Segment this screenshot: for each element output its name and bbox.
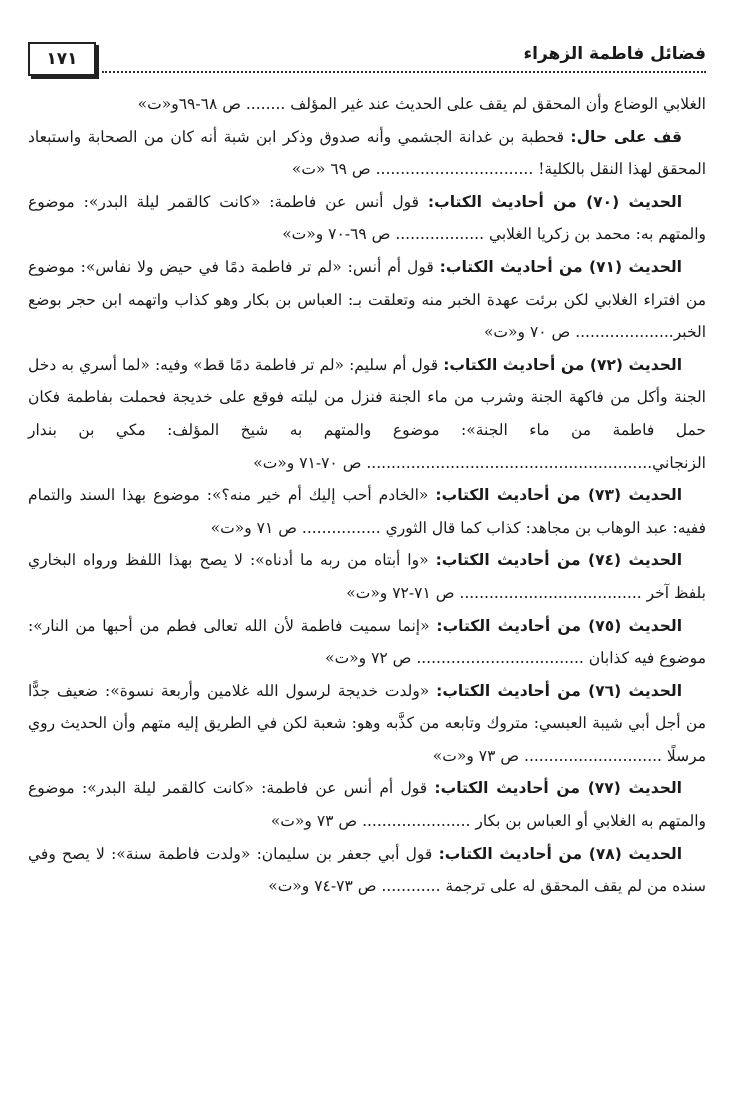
entry-3: [28, 251, 706, 349]
entry-text: «الخادم أحب إليك أم خير منه؟»: موضوع بهذا السند والتمام ففيه: عبد الوهاب بن مجاهد: كذاب كما قال الثوري ................: [28, 486, 706, 537]
entry-text: الغلابي الوضاع وأن المحقق لم يقف على الحديث عند غير المؤلف ........: [240, 95, 706, 113]
entry-text: قول أم سليم: «لم تر فاطمة دمًا قط» وفيه: «لما أسري به دخل الجنة وأكل من فاكهة الجنة وشرب من ماء الجنة فنزل من ليلته فوقع على خديجة فحملت بفاطمة فكان حمل فاطمة من ماء الجنة»: موضوع والمتهم به شيخ المؤلف: مكي بن بندار الزنجاني..........................................................: [28, 355, 706, 472]
page-number: ١٧١: [28, 42, 96, 76]
entry-label: الحديث (٧٥) من أحاديث الكتاب:: [436, 616, 683, 635]
entry-label: الحديث (٧٦) من أحاديث الكتاب:: [436, 681, 683, 700]
entry-10: [28, 838, 706, 903]
header-dotted-rule: [102, 71, 706, 73]
entry-ref: ص ٧٣ و«ت»: [432, 746, 520, 765]
entry-2: [28, 186, 706, 251]
entry-label: الحديث (٧٠) من أحاديث الكتاب:: [427, 192, 683, 211]
entry-ref: ص ٦٩-٧٠ و«ت»: [282, 225, 391, 244]
entry-text: «وا أبتاه من ربه ما أدناه»: لا يصح بهذا اللفظ ورواه البخاري بلفظ آخر .....................................: [28, 551, 706, 602]
entry-ref: ص ٦٩ «ت»: [291, 160, 371, 179]
entry-ref: ص ٧١ و«ت»: [210, 518, 297, 537]
entry-ref: ص ٦٨-٦٩و«ت»: [137, 95, 241, 113]
entry-4: [28, 349, 706, 479]
entry-ref: ص ٧٣-٧٤ و«ت»: [268, 877, 377, 896]
entry-text: قول أم أنس: «لم تر فاطمة دمًا في حيض ولا نفاس»: موضوع من افتراء الغلابي لكن برئت عهدة الخبر منه وتعلقت بـ: العباس بن بكار وهو كذاب واتهمه ابن حجر بوضع الخبر....................: [28, 257, 706, 342]
entry-0: [28, 88, 706, 121]
entry-9: [28, 772, 706, 837]
entry-ref: ص ٧٠-٧١ و«ت»: [253, 453, 362, 472]
entry-7: [28, 610, 706, 675]
entry-ref: ص ٧١-٧٢ و«ت»: [346, 583, 455, 602]
page-body: [28, 88, 706, 903]
entry-8: [28, 675, 706, 773]
entry-text: قحطبة بن غدانة الجشمي وأنه صدوق وذكر ابن شبة أنه كان من الصحابة واستبعاد المحقق لهذا النقل بالكلية! ................................: [28, 127, 706, 179]
entry-label: الحديث (٧٣) من أحاديث الكتاب:: [435, 486, 683, 505]
entry-ref: ص ٧٠ و«ت»: [483, 323, 571, 342]
entry-1: [28, 121, 706, 186]
entry-text: «إنما سميت فاطمة لأن الله تعالى فطم من أحبها من النار»: موضوع فيه كذابان ..................................: [28, 616, 706, 668]
entry-text: «ولدت خديجة لرسول الله غلامين وأربعة نسوة»: ضعيف جدًّا من أجل أبي شيبة العبسي: متروك وتابعه من كذَّبه وهو: شعبة لكن في الطريق إليه متهم وأن الحديث روي مرسلًا ............................: [28, 681, 706, 765]
entry-6: [28, 544, 706, 609]
entry-ref: ص ٧٣ و«ت»: [270, 812, 358, 831]
entry-text: قول أم أنس عن فاطمة: «كانت كالقمر ليلة البدر»: موضوع والمتهم به الغلابي أو العباس بن بكار ......................: [28, 779, 706, 831]
entry-label: الحديث (٧٢) من أحاديث الكتاب:: [443, 355, 683, 374]
entry-5: [28, 479, 706, 544]
entry-ref: ص ٧٢ و«ت»: [325, 649, 412, 668]
running-title: فضائل فاطمة الزهراء: [523, 44, 706, 64]
entry-label: الحديث (٧٤) من أحاديث الكتاب:: [435, 551, 683, 570]
page-header: [28, 38, 706, 78]
entry-text: قول أنس عن فاطمة: «كانت كالقمر ليلة البدر»: موضوع والمتهم به: محمد بن زكريا الغلابي ..................: [28, 192, 706, 244]
entry-label: قف على حال:: [570, 127, 682, 146]
entry-text: قول أبي جعفر بن سليمان: «ولدت فاطمة سنة»: لا يصح وفي سنده من لم يقف المحقق له على ترجمة ............: [28, 844, 706, 896]
entry-label: الحديث (٧١) من أحاديث الكتاب:: [439, 257, 682, 276]
entry-label: الحديث (٧٨) من أحاديث الكتاب:: [438, 844, 683, 863]
entry-label: الحديث (٧٧) من أحاديث الكتاب:: [434, 779, 682, 798]
